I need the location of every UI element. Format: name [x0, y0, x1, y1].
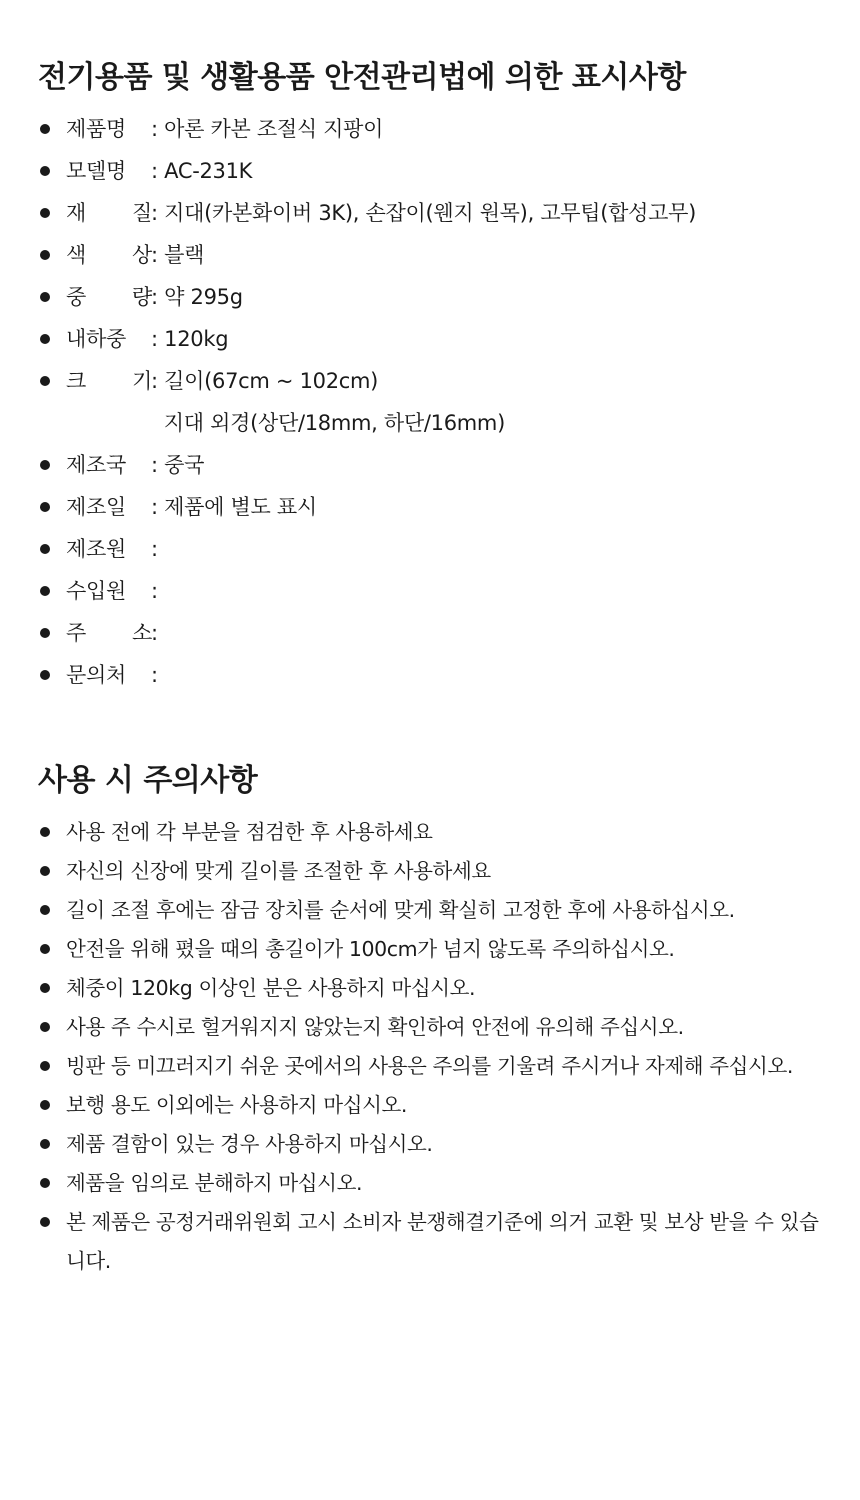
- bullet-icon: [40, 376, 50, 386]
- spec-label: 문의처: [66, 663, 126, 687]
- section-title-usage-cautions: 사용 시 주의사항: [38, 763, 258, 798]
- caution-item: 안전을 위해 폈을 때의 총길이가 100cm가 넘지 않도록 주의하십시오.: [38, 930, 828, 969]
- spec-value: : 제품에 별도 표시: [151, 495, 317, 519]
- spec-value: : 길이(67cm ~ 102cm): [151, 369, 379, 393]
- spec-label: 제조일: [66, 495, 126, 519]
- bullet-icon: [40, 334, 50, 344]
- caution-item: 제품 결함이 있는 경우 사용하지 마십시오.: [38, 1125, 828, 1164]
- spec-label: 색 상: [66, 243, 152, 267]
- caution-item: 자신의 신장에 맞게 길이를 조절한 후 사용하세요: [38, 852, 828, 891]
- bullet-icon: [40, 166, 50, 176]
- bullet-icon: [40, 124, 50, 134]
- spec-value: :: [151, 663, 158, 687]
- spec-label: 제품명: [66, 117, 126, 141]
- spec-value-secondary: 지대 외경(상단/18mm, 하단/16mm): [163, 411, 505, 435]
- spec-label: 내하중: [66, 327, 126, 351]
- caution-list: [38, 813, 828, 1281]
- spec-value: : AC-231K: [151, 159, 253, 183]
- bullet-icon: [40, 1061, 50, 1071]
- caution-item: 사용 주 수시로 헐거워지지 않았는지 확인하여 안전에 유의해 주십시오.: [38, 1008, 828, 1047]
- spec-label: 크 기: [66, 369, 152, 393]
- bullet-icon: [40, 866, 50, 876]
- spec-value: : 120kg: [151, 327, 229, 351]
- spec-value: :: [151, 621, 158, 645]
- bullet-icon: [40, 944, 50, 954]
- spec-value: :: [151, 537, 158, 561]
- bullet-icon: [40, 544, 50, 554]
- caution-item: 제품을 임의로 분해하지 마십시오.: [38, 1164, 828, 1203]
- spec-value: : 아론 카본 조절식 지팡이: [151, 117, 384, 141]
- caution-item: 빙판 등 미끄러지기 쉬운 곳에서의 사용은 주의를 기울려 주시거나 자제해 주십시오.: [38, 1047, 828, 1086]
- bullet-icon: [40, 250, 50, 260]
- spec-label: 제조원: [66, 537, 126, 561]
- caution-item: 사용 전에 각 부분을 점검한 후 사용하세요: [38, 813, 828, 852]
- bullet-icon: [40, 1022, 50, 1032]
- spec-value: : 지대(카본화이버 3K), 손잡이(웬지 원목), 고무팁(합성고무): [151, 201, 697, 225]
- caution-item: 길이 조절 후에는 잠금 장치를 순서에 맞게 확실히 고정한 후에 사용하십시오.: [38, 891, 828, 930]
- spec-value: :: [151, 579, 158, 603]
- bullet-icon: [40, 502, 50, 512]
- spec-value: : 중국: [151, 453, 205, 477]
- bullet-icon: [40, 905, 50, 915]
- spec-label: 수입원: [66, 579, 126, 603]
- spec-label: 중 량: [66, 285, 152, 309]
- spec-label: 주 소: [66, 621, 152, 645]
- spec-value: : 블랙: [151, 243, 205, 267]
- bullet-icon: [40, 292, 50, 302]
- section-title-safety-labels: 전기용품 및 생활용품 안전관리법에 의한 표시사항: [38, 60, 686, 95]
- spec-label: 제조국: [66, 453, 126, 477]
- spec-value: : 약 295g: [151, 285, 243, 309]
- bullet-icon: [40, 1100, 50, 1110]
- caution-item: 체중이 120kg 이상인 분은 사용하지 마십시오.: [38, 969, 828, 1008]
- bullet-icon: [40, 586, 50, 596]
- caution-item: 본 제품은 공정거래위원회 고시 소비자 분쟁해결기준에 의거 교환 및 보상 받을 수 있습니다.: [38, 1203, 828, 1281]
- caution-item: 보행 용도 이외에는 사용하지 마십시오.: [38, 1086, 828, 1125]
- spec-label: 모델명: [66, 159, 126, 183]
- spec-label: 재 질: [66, 201, 152, 225]
- bullet-icon: [40, 460, 50, 470]
- bullet-icon: [40, 208, 50, 218]
- bullet-icon: [40, 1217, 50, 1227]
- bullet-icon: [40, 983, 50, 993]
- bullet-icon: [40, 827, 50, 837]
- bullet-icon: [40, 1178, 50, 1188]
- bullet-icon: [40, 628, 50, 638]
- bullet-icon: [40, 670, 50, 680]
- bullet-icon: [40, 1139, 50, 1149]
